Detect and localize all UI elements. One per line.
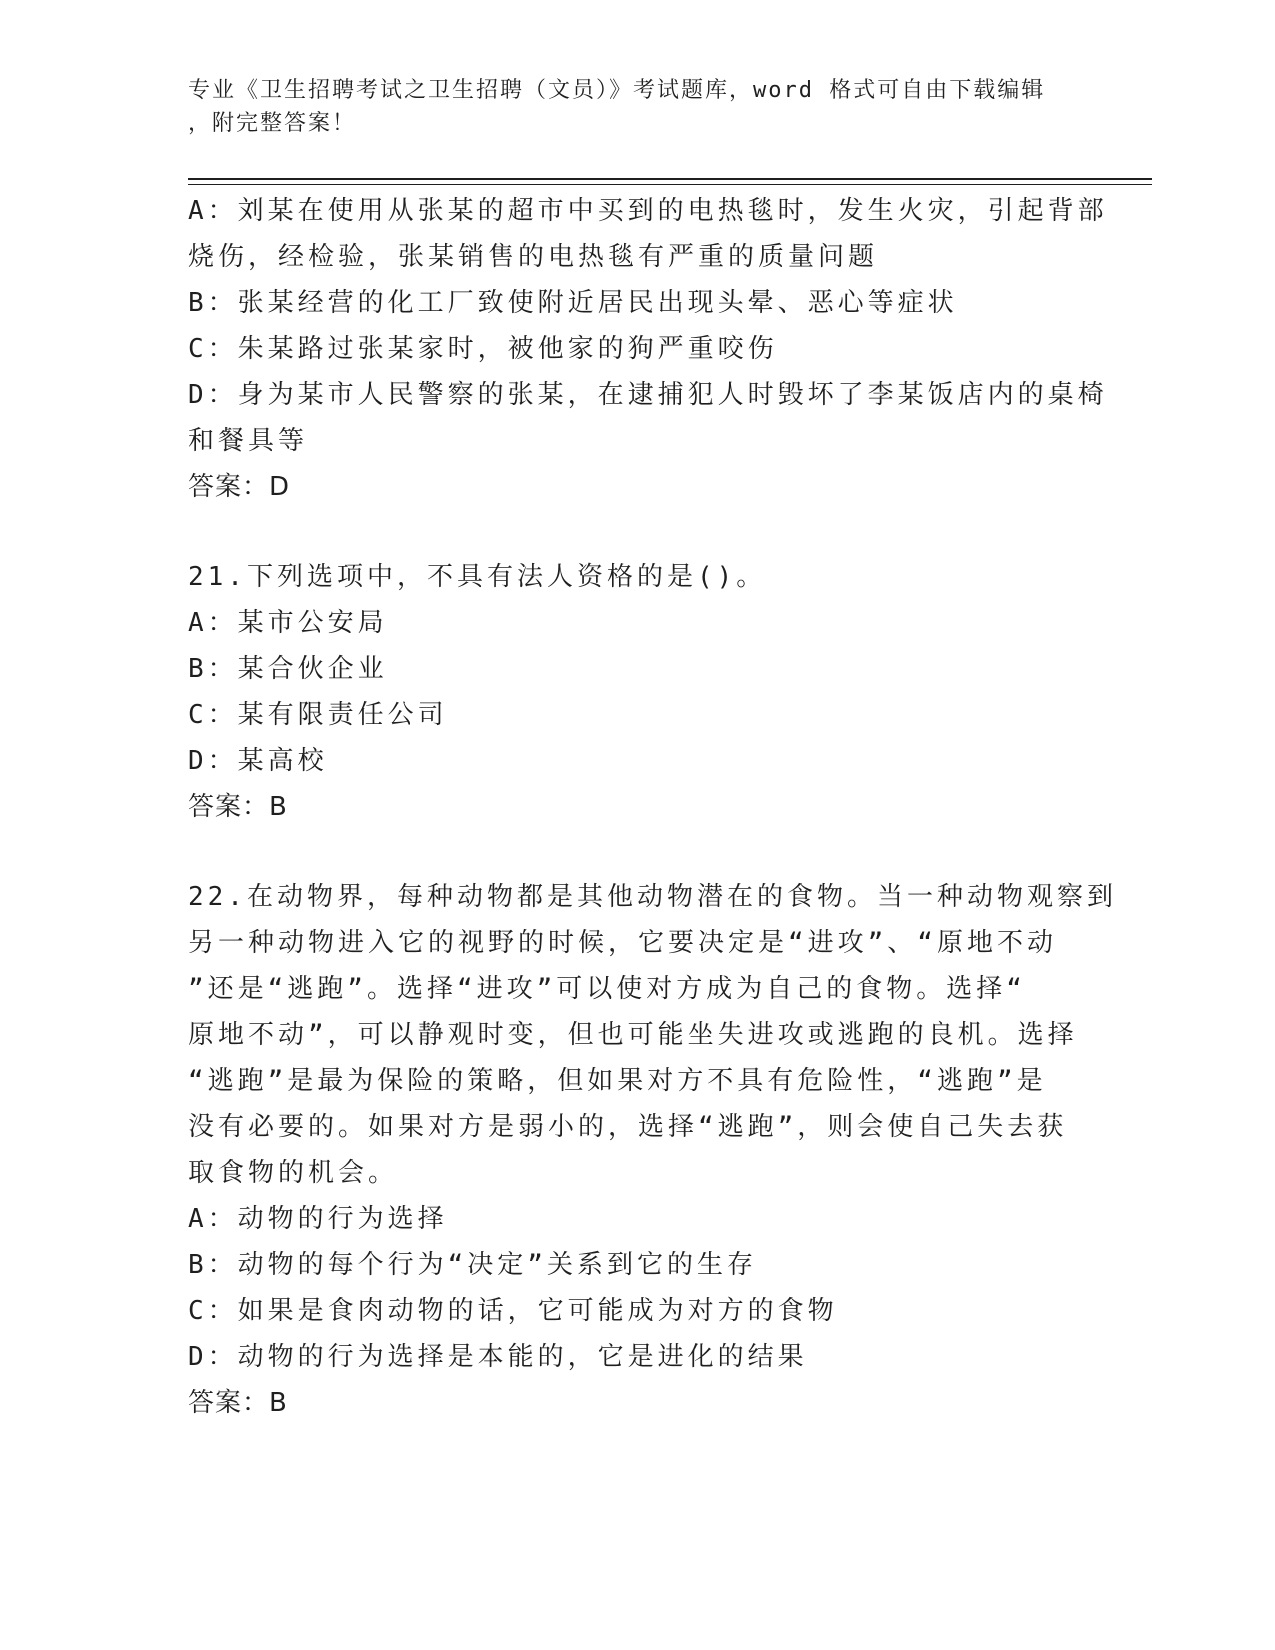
spacer bbox=[188, 510, 1088, 554]
option-a-line-1: A：刘某在使用从张某的超市中买到的电热毯时，发生火灾，引起背部 bbox=[188, 196, 1108, 226]
answer: 答案：B bbox=[188, 792, 288, 822]
header-line-1: 专业《卫生招聘考试之卫生招聘（文员）》考试题库，word 格式可自由下载编辑 bbox=[188, 78, 1046, 103]
option-d-line-1: D：身为某市人民警察的张某，在逮捕犯人时毁坏了李某饭店内的桌椅 bbox=[188, 380, 1108, 410]
option-b: B：动物的每个行为“决定”关系到它的生存 bbox=[188, 1250, 757, 1280]
option-b: B：某合伙企业 bbox=[188, 654, 388, 684]
option-c: C：某有限责任公司 bbox=[188, 700, 448, 730]
question-stem-line: 没有必要的。如果对方是弱小的，选择“逃跑”，则会使自己失去获 bbox=[188, 1112, 1068, 1142]
document-header bbox=[188, 74, 1068, 140]
option-d: D：动物的行为选择是本能的，它是进化的结果 bbox=[188, 1342, 808, 1372]
question-stem-line: 另一种动物进入它的视野的时候，它要决定是“进攻”、“原地不动 bbox=[188, 928, 1057, 958]
question-stem-line: ”还是“逃跑”。选择“进攻”可以使对方成为自己的食物。选择“ bbox=[188, 974, 1026, 1004]
header-divider-thin bbox=[188, 184, 1152, 185]
option-c: C：朱某路过张某家时，被他家的狗严重咬伤 bbox=[188, 334, 778, 364]
question-stem-line: 取食物的机会。 bbox=[188, 1158, 399, 1188]
answer: 答案：D bbox=[188, 472, 291, 502]
question-stem: 21.下列选项中，不具有法人资格的是()。 bbox=[188, 562, 767, 592]
option-d-line-2: 和餐具等 bbox=[188, 426, 309, 456]
spacer bbox=[188, 830, 1088, 874]
document-body bbox=[188, 188, 1117, 1426]
option-a: A：某市公安局 bbox=[188, 608, 388, 638]
question-21 bbox=[188, 554, 1088, 830]
option-a-line-2: 烧伤，经检验，张某销售的电热毯有严重的质量问题 bbox=[188, 242, 879, 272]
question-stem-line: 22.在动物界，每种动物都是其他动物潜在的食物。当一种动物观察到 bbox=[188, 882, 1117, 912]
question-20-continued bbox=[188, 188, 1108, 510]
question-stem-line: 原地不动”，可以静观时变，但也可能坐失进攻或逃跑的良机。选择 bbox=[188, 1020, 1078, 1050]
option-d: D：某高校 bbox=[188, 746, 328, 776]
question-22 bbox=[188, 874, 1117, 1426]
option-b: B：张某经营的化工厂致使附近居民出现头晕、恶心等症状 bbox=[188, 288, 958, 318]
header-line-2: ，附完整答案！ bbox=[188, 111, 357, 136]
option-c: C：如果是食肉动物的话，它可能成为对方的食物 bbox=[188, 1296, 838, 1326]
question-stem-line: “逃跑”是最为保险的策略，但如果对方不具有危险性，“逃跑”是 bbox=[188, 1066, 1047, 1096]
answer: 答案：B bbox=[188, 1388, 288, 1418]
option-a: A：动物的行为选择 bbox=[188, 1204, 448, 1234]
header-divider-thick bbox=[188, 178, 1152, 180]
